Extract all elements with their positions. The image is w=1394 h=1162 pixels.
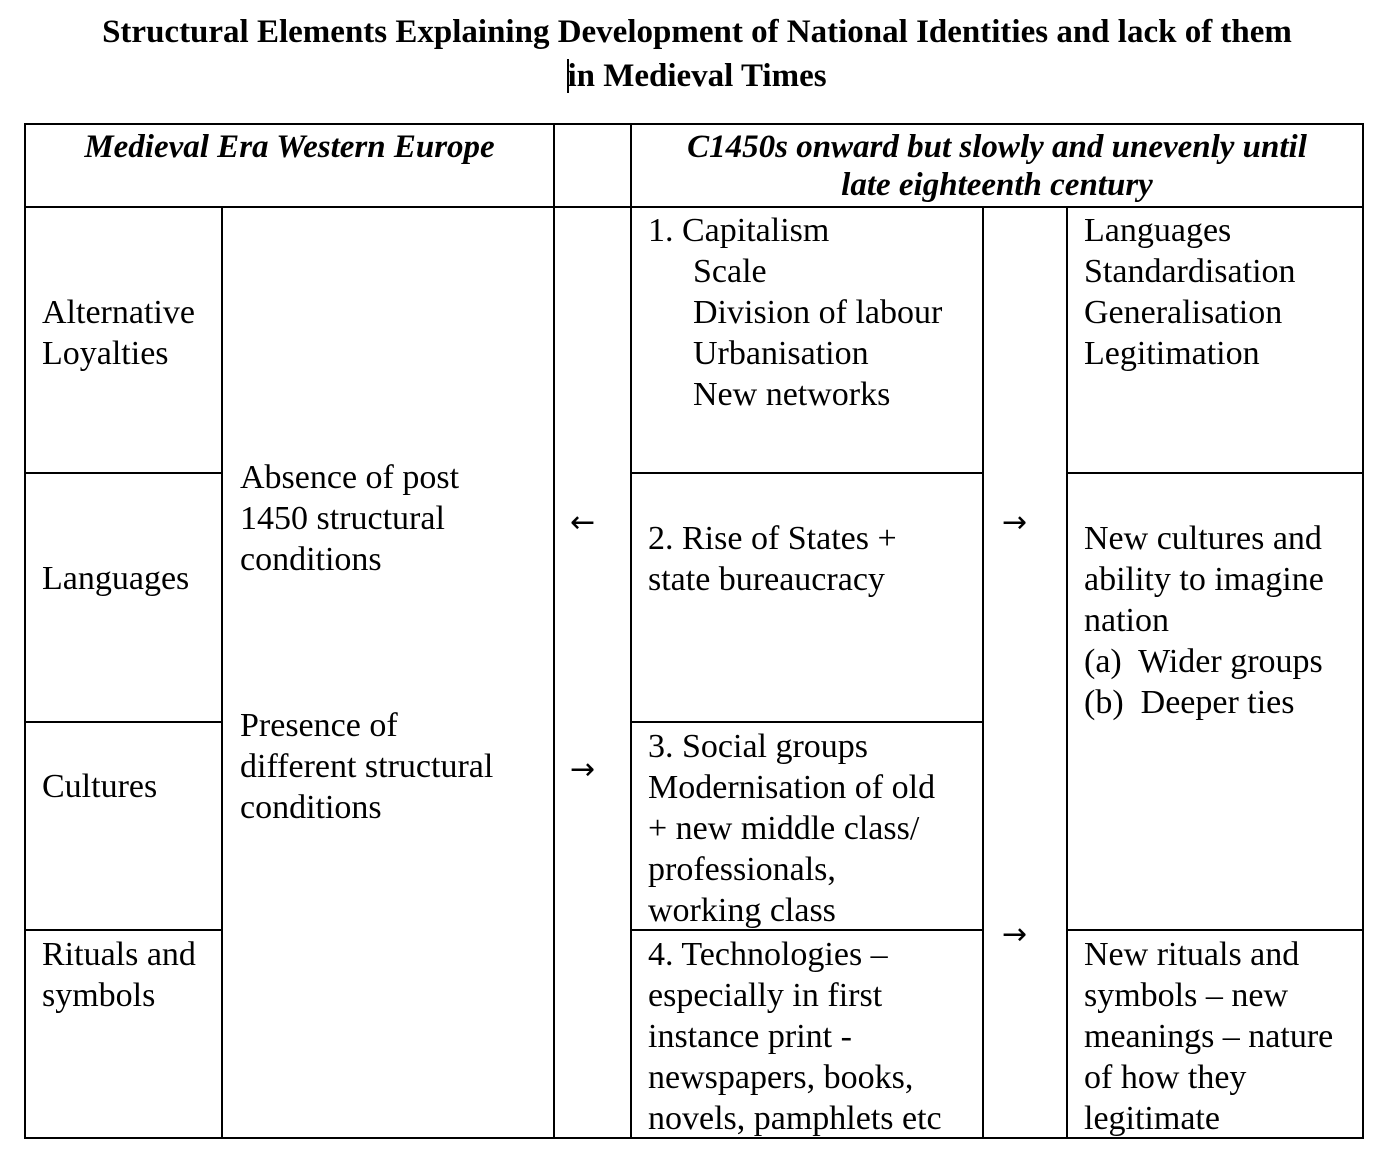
cell-outcome-cultures — [1084, 518, 1324, 723]
cell-alternative-loyalties — [42, 292, 195, 374]
cell-cultures — [42, 766, 157, 807]
tech-line-4: newspapers, books, — [648, 1059, 914, 1096]
grid-col-e — [1066, 206, 1068, 1139]
rituals-line-2: symbols — [42, 977, 156, 1014]
header-right-line-1: C1450s onward but slowly and unevenly until — [687, 129, 1307, 165]
outcome-languages-line-1: Languages — [1084, 212, 1232, 249]
outcome-cultures-item-a: (a) Wider groups — [1084, 643, 1323, 680]
title-line-1: Structural Elements Explaining Development of National Identities and lack of them — [102, 14, 1292, 50]
outcome-cultures-line-3: nation — [1084, 602, 1169, 639]
cell-technologies — [648, 934, 942, 1139]
grid-row3-right — [1066, 929, 1364, 931]
outcome-languages-line-3: Generalisation — [1084, 294, 1283, 331]
outcome-cultures-item-b: (b) Deeper ties — [1084, 684, 1295, 721]
left-arrow-icon: ← — [570, 505, 596, 540]
cell-rise-of-states — [648, 518, 897, 600]
grid-row3-left — [24, 929, 223, 931]
cultures-text: Cultures — [42, 768, 158, 805]
cell-outcome-languages — [1084, 210, 1296, 374]
social-line-3: + new middle class/ — [648, 810, 920, 847]
tech-line-3: instance print - — [648, 1018, 852, 1055]
capitalism-item-urbanisation: Urbanisation — [693, 335, 869, 372]
right-arrow-icon-3: → — [1002, 917, 1028, 952]
rituals-line-1: Rituals and — [42, 936, 196, 973]
page-title — [0, 10, 1394, 98]
tech-line-5: novels, pamphlets etc — [648, 1100, 942, 1137]
outcome-cultures-line-1: New cultures and — [1084, 520, 1322, 557]
tech-line-2: especially in first — [648, 977, 883, 1014]
social-line-1: 3. Social groups — [648, 728, 869, 765]
social-line-4: professionals, — [648, 851, 836, 888]
cell-presence-conditions — [240, 705, 493, 828]
title-line-2-text: in Medieval Times — [567, 58, 827, 94]
title-line-2 — [0, 54, 1394, 98]
outcome-rituals-line-4: of how they — [1084, 1059, 1247, 1096]
grid-col-right — [1362, 123, 1364, 1139]
outcome-rituals-line-5: legitimate — [1084, 1100, 1220, 1137]
grid-row2-mid — [630, 721, 984, 723]
cell-capitalism — [648, 210, 942, 415]
social-line-5: working class — [648, 892, 836, 929]
outcome-languages-line-4: Legitimation — [1084, 335, 1260, 372]
outcome-cultures-line-2: ability to imagine — [1084, 561, 1324, 598]
cell-social-groups — [648, 726, 935, 931]
outcome-rituals-line-1: New rituals and — [1084, 936, 1300, 973]
header-c1450s-onward — [632, 127, 1362, 205]
cell-languages — [42, 558, 189, 599]
alt-loyalties-line-2: Loyalties — [42, 335, 169, 372]
cell-outcome-rituals — [1084, 934, 1333, 1139]
capitalism-item-division: Division of labour — [693, 294, 943, 331]
tech-line-1: 4. Technologies – — [648, 936, 888, 973]
header-left-text: Medieval Era Western Europe — [84, 129, 495, 165]
grid-header-bottom — [24, 206, 1364, 208]
cell-rituals-symbols — [42, 934, 196, 1016]
right-arrow-icon-2: → — [1002, 505, 1028, 540]
grid-col-left — [24, 123, 26, 1139]
outcome-languages-line-2: Standardisation — [1084, 253, 1296, 290]
capitalism-heading: 1. Capitalism — [648, 212, 830, 249]
grid-col-a — [221, 206, 223, 1139]
capitalism-item-scale: Scale — [693, 253, 767, 290]
outcome-rituals-line-3: meanings – nature — [1084, 1018, 1334, 1055]
header-right-line-2: late eighteenth century — [841, 167, 1153, 203]
presence-line-2: different structural — [240, 748, 494, 785]
grid-row1-mid — [630, 472, 984, 474]
states-line-1: 2. Rise of States + — [648, 520, 897, 557]
right-arrow-icon: → — [570, 752, 596, 787]
capitalism-item-networks: New networks — [693, 376, 891, 413]
absence-line-2: 1450 structural — [240, 500, 445, 537]
header-medieval-era — [26, 127, 553, 167]
grid-col-d — [982, 206, 984, 1139]
grid-row2-left — [24, 721, 223, 723]
absence-line-1: Absence of post — [240, 459, 460, 496]
grid-top — [24, 123, 1364, 125]
outcome-rituals-line-2: symbols – new — [1084, 977, 1288, 1014]
alt-loyalties-line-1: Alternative — [42, 294, 195, 331]
presence-line-3: conditions — [240, 789, 382, 826]
grid-col-c — [630, 123, 632, 1139]
social-line-2: Modernisation of old — [648, 769, 936, 806]
grid-row1-left — [24, 472, 223, 474]
absence-line-3: conditions — [240, 541, 382, 578]
grid-col-b — [553, 123, 555, 1139]
states-line-2: state bureaucracy — [648, 561, 885, 598]
cell-absence-conditions — [240, 457, 459, 580]
languages-text: Languages — [42, 560, 190, 597]
grid-row1-right — [1066, 472, 1364, 474]
presence-line-1: Presence of — [240, 707, 398, 744]
